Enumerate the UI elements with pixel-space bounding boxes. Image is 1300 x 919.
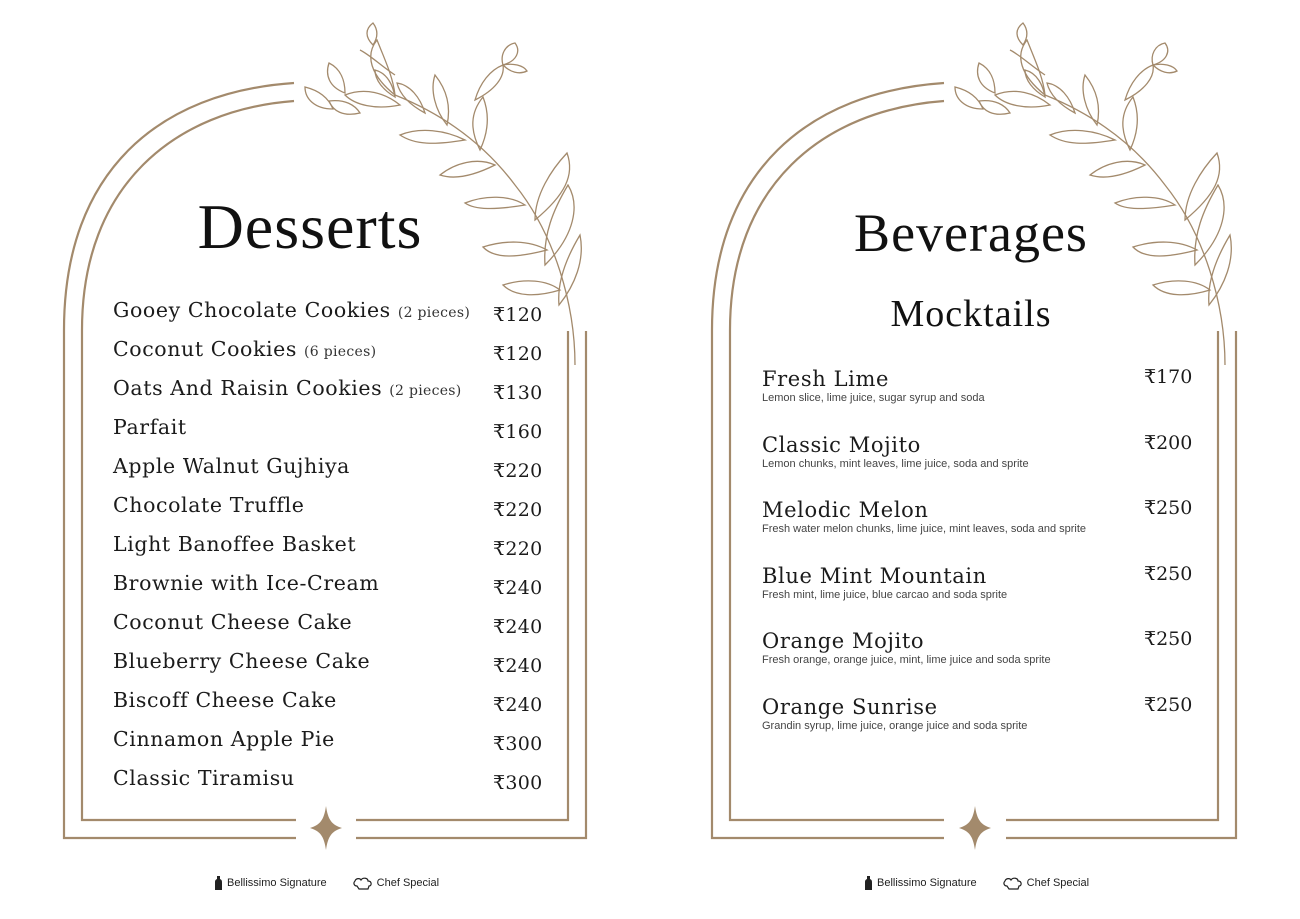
item-price: ₹220 <box>493 538 543 560</box>
dessert-list <box>113 298 543 805</box>
item-name: Orange Sunrise <box>762 694 938 719</box>
item-name: Cinnamon Apple Pie <box>113 727 335 751</box>
item-price: ₹240 <box>493 694 543 716</box>
item-price: ₹120 <box>493 343 543 365</box>
item-price: ₹300 <box>493 733 543 755</box>
menu-item <box>762 628 1202 694</box>
menu-item <box>113 454 543 493</box>
page-title: Beverages <box>854 203 1088 263</box>
legend-signature-label: Bellissimo Signature <box>877 877 977 889</box>
item-name: Coconut Cheese Cake <box>113 610 353 634</box>
item-description: Fresh orange, orange juice, mint, lime juice and soda sprite <box>762 654 1051 666</box>
menu-item <box>113 688 543 727</box>
item-price: ₹200 <box>1144 431 1193 454</box>
menu-item <box>762 563 1202 629</box>
item-price: ₹220 <box>493 499 543 521</box>
menu-item <box>113 415 543 454</box>
menu-item <box>113 337 543 376</box>
menu-item <box>762 366 1202 432</box>
item-price: ₹220 <box>493 460 543 482</box>
beverages-panel <box>650 0 1300 919</box>
item-name: Classic Mojito <box>762 432 921 457</box>
item-name: Oats And Raisin Cookies <box>113 376 383 400</box>
legend-signature <box>864 876 977 890</box>
item-price: ₹120 <box>493 304 543 326</box>
legend-chef-label: Chef Special <box>376 877 440 889</box>
item-price: ₹240 <box>493 577 543 599</box>
legend-signature <box>214 876 327 890</box>
item-description: Grandin syrup, lime juice, orange juice and soda sprite <box>762 719 1028 732</box>
item-name: Parfait <box>113 415 187 439</box>
legend-chef <box>1003 877 1089 890</box>
item-description: Fresh water melon chunks, lime juice, mint leaves, soda and sprite <box>762 523 1087 535</box>
beverage-list <box>762 366 1202 759</box>
menu-item <box>762 694 1202 760</box>
item-price: ₹130 <box>493 382 543 404</box>
item-name: Coconut Cookies <box>113 337 298 361</box>
item-name: Light Banoffee Basket <box>113 532 357 556</box>
menu-item <box>113 610 543 649</box>
item-price: ₹250 <box>1144 628 1193 650</box>
item-price: ₹240 <box>493 616 543 638</box>
item-name: Biscoff Cheese Cake <box>113 688 337 712</box>
item-name: Fresh Lime <box>762 367 890 391</box>
menu-item <box>113 766 543 805</box>
menu-item <box>113 649 543 688</box>
item-description: Lemon slice, lime juice, sugar syrup and soda <box>762 392 985 404</box>
section-subtitle: Mocktails <box>890 293 1052 335</box>
item-name: Apple Walnut Gujhiya <box>113 454 350 478</box>
menu-item <box>113 532 543 571</box>
item-name: Melodic Melon <box>762 498 929 522</box>
item-description: Lemon chunks, mint leaves, lime juice, soda and sprite <box>762 457 1029 470</box>
item-price: ₹160 <box>493 421 543 443</box>
legend-chef-label: Chef Special <box>1026 877 1090 889</box>
item-quantity: (6 pieces) <box>304 344 377 360</box>
item-name: Classic Tiramisu <box>113 766 295 790</box>
item-quantity: (2 pieces) <box>397 305 471 321</box>
legend-footer <box>864 876 1115 890</box>
menu-item <box>762 497 1202 563</box>
bottle-icon <box>214 876 223 890</box>
item-price: ₹250 <box>1144 562 1193 585</box>
item-quantity: (2 pieces) <box>389 383 462 399</box>
chef-hat-icon <box>1003 877 1023 890</box>
item-description: Fresh mint, lime juice, blue carcao and soda sprite <box>762 588 1008 601</box>
item-name: Blueberry Cheese Cake <box>113 649 371 673</box>
menu-item <box>762 432 1202 498</box>
chef-hat-icon <box>353 877 373 890</box>
menu-item <box>113 727 543 766</box>
legend-chef <box>353 877 439 890</box>
item-price: ₹250 <box>1144 497 1193 519</box>
menu-item <box>113 571 543 610</box>
item-price: ₹170 <box>1144 366 1193 388</box>
item-name: Brownie with Ice-Cream <box>113 571 380 595</box>
menu-item <box>113 376 543 415</box>
item-name: Blue Mint Mountain <box>762 563 987 588</box>
menu-item <box>113 298 543 337</box>
four-point-star-icon <box>959 806 991 850</box>
item-name: Orange Mojito <box>762 629 925 653</box>
menu-item <box>113 493 543 532</box>
item-name: Chocolate Truffle <box>113 493 305 517</box>
item-name: Gooey Chocolate Cookies <box>113 298 391 322</box>
bottle-icon <box>864 876 873 890</box>
four-point-star-icon <box>310 806 342 850</box>
item-price: ₹300 <box>493 772 543 794</box>
page-title: Desserts <box>197 191 423 262</box>
legend-footer <box>214 876 465 890</box>
legend-signature-label: Bellissimo Signature <box>227 877 327 889</box>
item-price: ₹240 <box>493 655 543 677</box>
item-price: ₹250 <box>1144 693 1193 716</box>
